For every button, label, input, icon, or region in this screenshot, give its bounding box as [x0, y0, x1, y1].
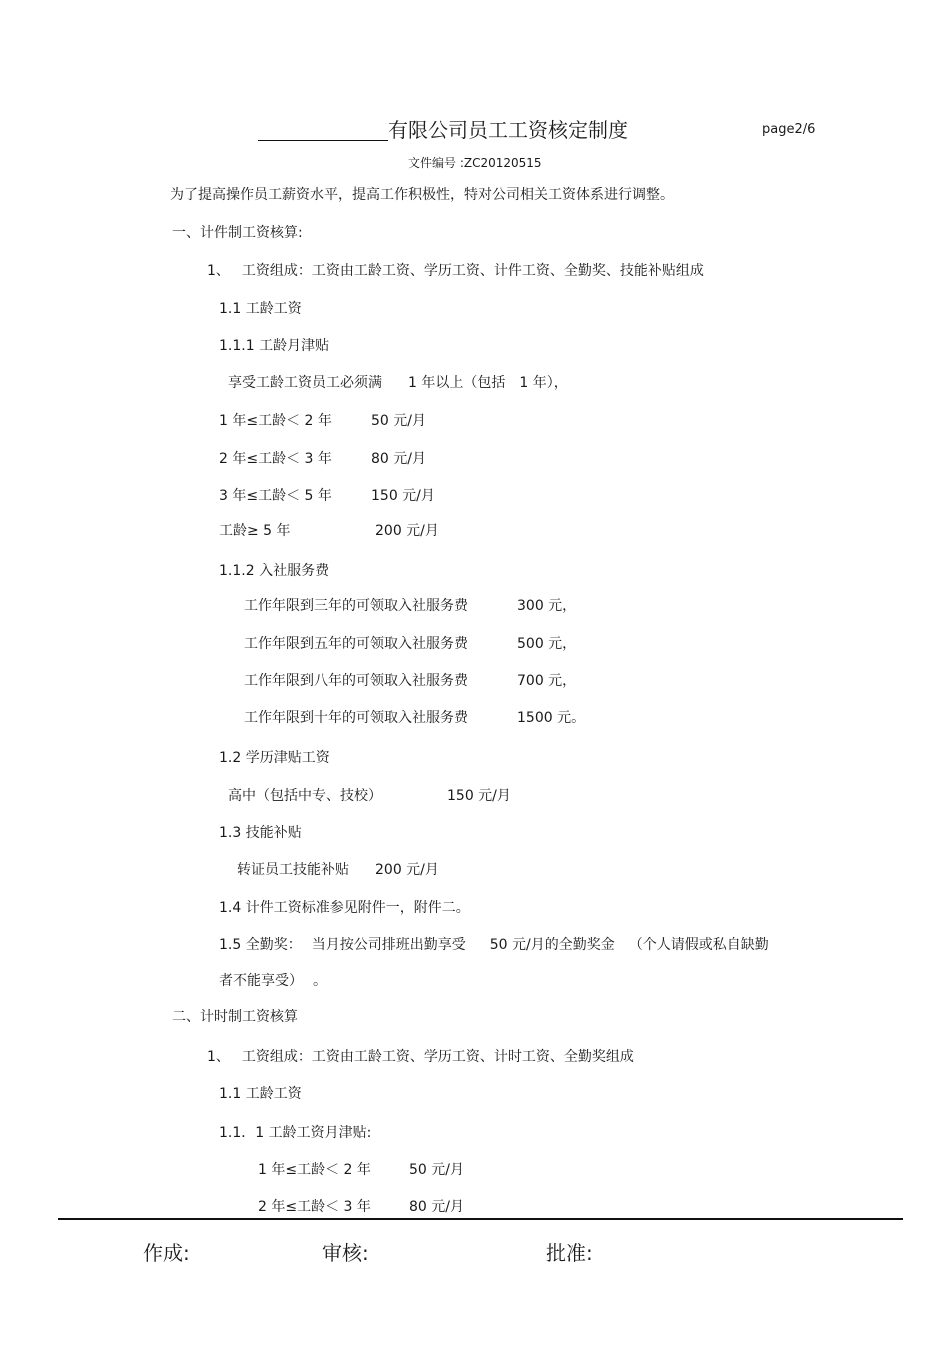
subsection-1-5	[219, 936, 769, 954]
made-by-label: 作成:	[143, 1241, 190, 1265]
row-range: 1 年≤工龄＜ 2 年	[219, 413, 332, 429]
seniority-requirement	[228, 374, 568, 392]
service-fee-amount: 1500 元。	[517, 710, 586, 726]
s1-5-part-a: 1.5 全勤奖：	[219, 937, 302, 953]
section-2-subsection-1-1-1: 1.1．1 工龄工资月津贴:	[219, 1125, 372, 1141]
page-number: page2/6	[762, 122, 816, 137]
skill-label: 转证员工技能补贴	[237, 862, 349, 878]
service-fee-label: 工作年限到五年的可领取入社服务费	[244, 636, 468, 652]
seniority-amount: 150 元/月	[371, 488, 435, 504]
s1-5-part-e: 者不能享受）	[219, 973, 303, 989]
approved-by-label: 批准:	[546, 1241, 593, 1265]
seniority-amount: 80 元/月	[371, 451, 426, 467]
seniority-amount: 50 元/月	[409, 1162, 464, 1178]
seniority-amount: 200 元/月	[375, 523, 439, 539]
service-fee-amount: 500 元，	[517, 636, 577, 652]
section-1-heading: 一、计件制工资核算:	[172, 225, 303, 241]
service-fee-amount: 300 元，	[517, 598, 577, 614]
item-text: 工资组成：工资由工龄工资、学历工资、计件工资、全勤奖、技能补贴组成	[241, 263, 704, 279]
seniority-amount: 50 元/月	[371, 413, 426, 429]
req-part-c: 1 年），	[519, 375, 568, 391]
section-2-item-1	[207, 1048, 634, 1066]
subsection-1-1: 1.1 工龄工资	[219, 301, 302, 317]
req-part-b: 1 年以上（包括	[408, 375, 506, 391]
reviewed-by-label: 审核:	[322, 1241, 369, 1265]
item-number: 1、	[207, 1049, 230, 1065]
subsection-1-1-1: 1.1.1 工龄月津贴	[219, 338, 330, 354]
service-fee-label: 工作年限到八年的可领取入社服务费	[244, 673, 468, 689]
education-amount: 150 元/月	[447, 788, 511, 804]
service-fee-label: 工作年限到十年的可领取入社服务费	[244, 710, 468, 726]
section-2-heading: 二、计时制工资核算	[172, 1009, 298, 1025]
item-text: 工资组成：工资由工龄工资、学历工资、计时工资、全勤奖组成	[241, 1049, 634, 1065]
service-fee-amount: 700 元，	[517, 673, 577, 689]
s1-5-part-f: 。	[313, 973, 327, 989]
seniority-row: 2 年≤工龄＜ 3 年	[258, 1199, 371, 1215]
subsection-1-3: 1.3 技能补贴	[219, 825, 302, 841]
section-2-subsection-1-1: 1.1 工龄工资	[219, 1086, 302, 1102]
document-number: 文件编号 :ZC20120515	[408, 156, 542, 170]
education-label: 高中（包括中专、技校）	[228, 788, 382, 804]
row-range: 3 年≤工龄＜ 5 年	[219, 488, 332, 504]
subsection-1-1-2: 1.1.2 入社服务费	[219, 563, 330, 579]
company-name-blank	[258, 120, 388, 141]
s1-5-part-c: 50 元/月的全勤奖金	[489, 937, 615, 953]
subsection-1-4: 1.4 计件工资标准参见附件一，附件二。	[219, 900, 470, 916]
seniority-amount: 80 元/月	[409, 1199, 464, 1215]
item-number: 1、	[207, 263, 230, 279]
seniority-row	[219, 487, 332, 505]
skill-amount: 200 元/月	[375, 862, 439, 878]
row-range: 2 年≤工龄＜ 3 年	[219, 451, 332, 467]
subsection-1-5-cont	[219, 972, 327, 990]
s1-5-part-d: （个人请假或私自缺勤	[628, 937, 769, 953]
footer-divider	[58, 1218, 903, 1220]
seniority-row	[219, 450, 332, 468]
s1-5-part-b: 当月按公司排班出勤享受	[311, 937, 466, 953]
seniority-row	[219, 412, 332, 430]
intro-paragraph: 为了提高操作员工薪资水平，提高工作积极性，特对公司相关工资体系进行调整。	[170, 187, 674, 203]
row-range: 工龄≥ 5 年	[219, 523, 291, 539]
section-1-item-1	[207, 262, 704, 280]
document-title	[258, 114, 628, 143]
subsection-1-2: 1.2 学历津贴工资	[219, 750, 330, 766]
service-fee-label: 工作年限到三年的可领取入社服务费	[244, 598, 468, 614]
seniority-row	[219, 522, 291, 540]
req-part-a: 享受工龄工资员工必须满	[228, 375, 382, 391]
title-text: 有限公司员工工资核定制度	[388, 118, 628, 142]
seniority-row: 1 年≤工龄＜ 2 年	[258, 1162, 371, 1178]
